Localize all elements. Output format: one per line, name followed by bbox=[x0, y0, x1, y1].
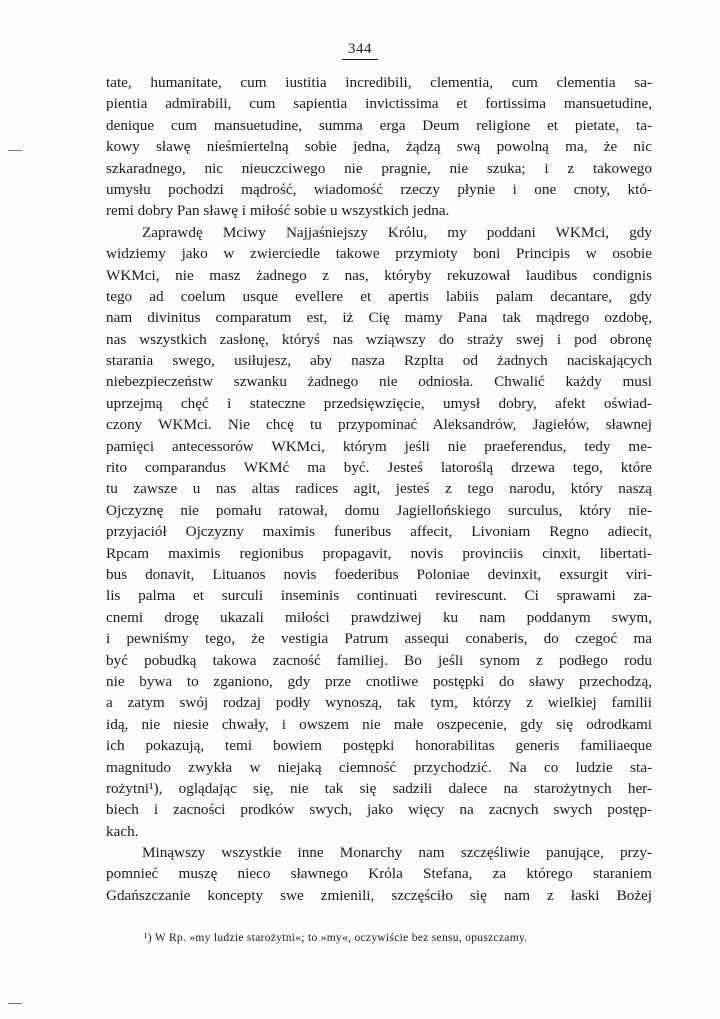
text-line: pientia admirabili, cum sapientia invictissima et fortissima mansuetudine, bbox=[106, 95, 652, 113]
scan-edge-mark bbox=[8, 1003, 22, 1004]
text-line: idą, nie niesie chwały, i owszem nie małe oszpecenie, gdy się odrodkami bbox=[106, 715, 652, 733]
page-number: 344 bbox=[342, 41, 378, 60]
text-line: pamięci antecessorów WKMci, którym jeśli nie praeferendus, tedy me- bbox=[106, 437, 652, 455]
text-line: szkaradnego, nic nieuczciwego nie pragnie, nie szuka; i z takowego bbox=[106, 159, 652, 177]
text-line: magnitudo zwykła w niejaką ciemność przychodzić. Na co ludzie sta- bbox=[106, 758, 652, 776]
text-line: uprzejmą chęć i stateczne przedsięwzięcie, umysł dobry, afekt oświad- bbox=[106, 394, 652, 412]
text-line: rito comparandus WKMć ma być. Jesteś latoroślą drzewa tego, które bbox=[106, 459, 652, 477]
text-line: Rpcam maximis regionibus propagavit, novis provinciis cinxit, libertati- bbox=[106, 544, 652, 562]
text-line: i pewniśmy tego, że vestigia Patrum assequi conaberis, do czegoć ma bbox=[106, 630, 652, 648]
text-line: ich pokazują, temi bowiem postępki honorabilitas generis familiaeque bbox=[106, 737, 652, 755]
text-line: tego ad coelum usque evellere et apertis labiis palam decantare, gdy bbox=[106, 287, 652, 305]
text-line: umysłu pochodzi mądrość, wiadomość rzeczy płynie i one cnoty, któ- bbox=[106, 180, 652, 198]
footnote: ¹) W Rp. »my ludzie starożytni«; to »my«, oczywiście bez sensu, opuszczamy. bbox=[144, 932, 528, 944]
text-line: czony WKMci. Nie chcę tu przypominać Aleksandrów, Jagiełów, sławnej bbox=[106, 416, 652, 434]
text-line: WKMci, nie masz żadnego z nas, któryby rekuzował laudibus condignis bbox=[106, 266, 652, 284]
text-line: przyjaciół Ojczyzny maximis funeribus affecit, Livoniam Regno adiecit, bbox=[106, 523, 652, 541]
text-line: Ojczyznę nie pomału ratował, domu Jagiellońskiego surculus, który nie- bbox=[106, 501, 652, 519]
text-line: Gdańszczanie koncepty swe zmienili, szczęściło się nam z łaski Bożej bbox=[106, 886, 652, 904]
text-line: tu zawsze u nas altas radices agit, jesteś z tego narodu, który naszą bbox=[106, 480, 652, 498]
text-line: Zaprawdę Mciwy Najjaśniejszy Królu, my poddani WKMci, gdy bbox=[142, 223, 652, 241]
text-line: nie bywa to zganiono, gdy prze cnotliwe postępki do sławy przechodzą, bbox=[106, 672, 652, 690]
text-line: pomnieć muszę nieco sławnego Króla Stefana, za którego staraniem bbox=[106, 865, 652, 883]
text-line: kowy sławę nieśmiertelną sobie jedna, żądzą swą powolną ma, że nic bbox=[106, 138, 652, 156]
text-line: niebezpieczeństw szwanku żadnego nie odniosła. Chwalić każdy musi bbox=[106, 373, 652, 391]
text-line: cnemi drogę ukazali miłości prawdziwej ku nam poddanym swym, bbox=[106, 608, 652, 626]
page-header bbox=[0, 40, 720, 60]
text-line: denique cum mansuetudine, summa erga Deum religione et pietate, ta- bbox=[106, 116, 652, 134]
text-line: nas wszystkich zasłonę, któryś nas wziąwszy do straży swej i pod obronę bbox=[106, 330, 652, 348]
text-line: Minąwszy wszystkie inne Monarchy nam szczęśliwie panujące, przy- bbox=[142, 844, 652, 862]
text-line: starania swego, usiłujesz, aby nasza Rzplta od żadnych naciskających bbox=[106, 352, 652, 370]
text-line: lis palma et surculi inseminis continuati revirescunt. Ci sprawami za- bbox=[106, 587, 652, 605]
text-line: być pobudką takowa zacność familiej. Bo jeśli synom z podłego rodu bbox=[106, 651, 652, 669]
text-line: a zatym swój rodzaj podły wynoszą, tak tym, którzy z wielkiej familii bbox=[106, 694, 652, 712]
text-line: kach. bbox=[106, 822, 139, 840]
text-line: nam divinitus comparatum est, iż Cię mamy Pana tak mądrego ozdobę, bbox=[106, 309, 652, 327]
text-line: biech i zacności prodków swych, jako więcy na zacnych swych postęp- bbox=[106, 801, 652, 819]
scan-edge-mark bbox=[8, 150, 22, 151]
text-line: widziemy jako w zwierciedle takowe przymioty boni Principis w osobie bbox=[106, 245, 652, 263]
text-line: remi dobry Pan sławę i miłość sobie u wszystkich jedna. bbox=[106, 202, 450, 220]
text-line: rożytni¹), oglądając się, nie tak się sadzili dalece na starożytnych her- bbox=[106, 779, 652, 797]
body-text bbox=[106, 72, 652, 906]
text-line: bus donavit, Lituanos novis foederibus Poloniae devinxit, exsurgit viri- bbox=[106, 565, 652, 583]
text-line: tate, humanitate, cum iustitia incredibili, clementia, cum clementia sa- bbox=[106, 74, 652, 91]
